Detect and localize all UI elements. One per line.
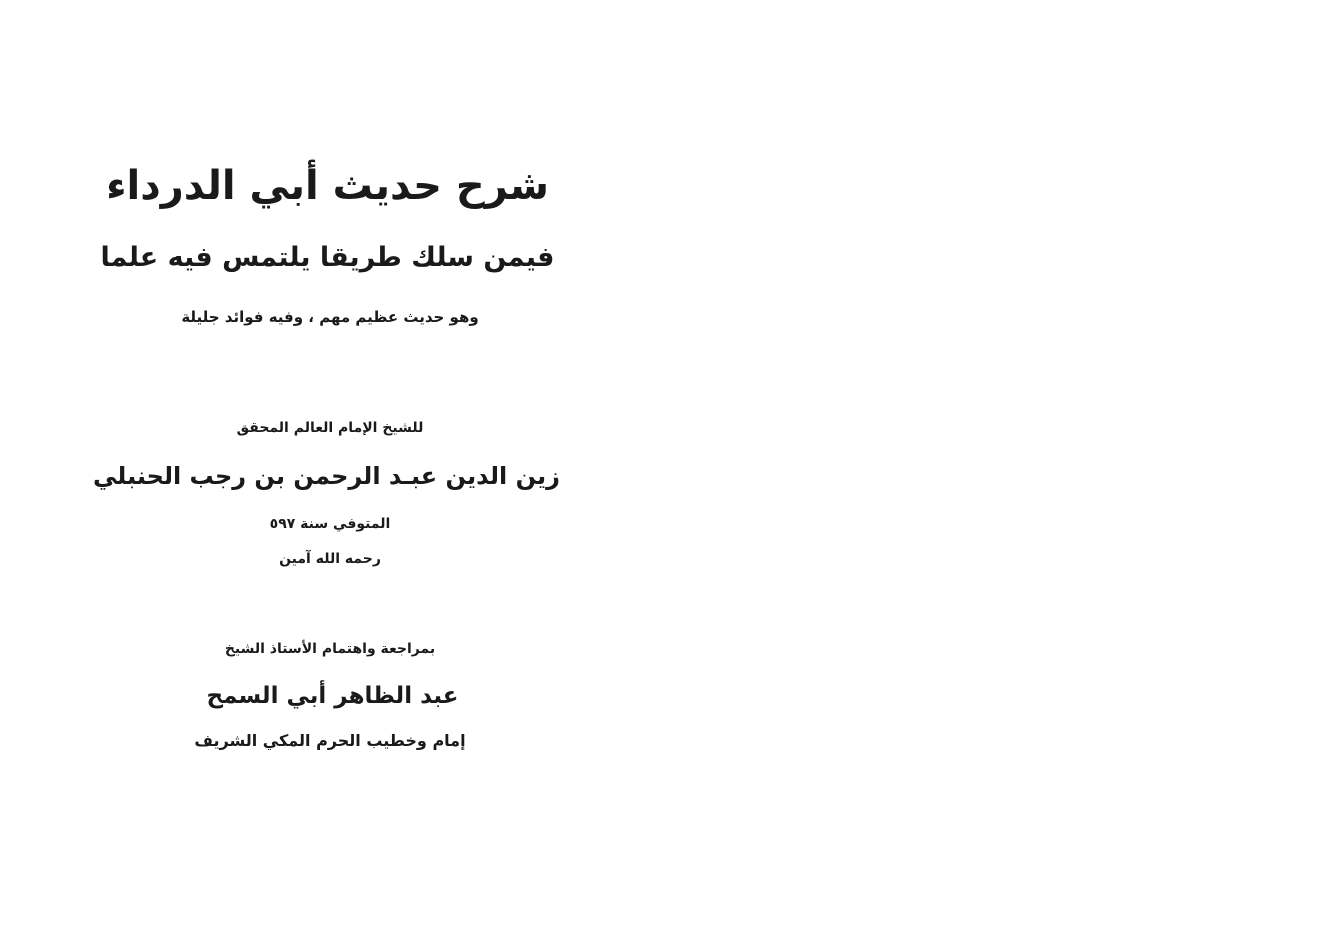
book-description: وهو حديث عظيم مهم ، وفيه فوائد جليلة: [181, 308, 479, 326]
reviewer-title: إمام وخطيب الحرم المكي الشريف: [194, 731, 466, 750]
author-death-year: المتوفي سنة ٥٩٧: [269, 516, 391, 532]
author-prayer: رحمه الله آمين: [279, 551, 381, 567]
author-intro: للشيخ الإمام العالم المحقق: [236, 420, 424, 436]
reviewer-name: عبد الظاهر أبي السمح: [206, 683, 459, 709]
book-subtitle: فيمن سلك طريقا يلتمس فيه علما: [100, 242, 555, 273]
book-title: شرح حديث أبي الدرداء: [106, 163, 549, 209]
review-intro: بمراجعة واهتمام الأستاذ الشيخ: [224, 641, 436, 657]
author-name: زين الدين عبـد الرحمن بن رجب الحنبلي: [92, 462, 560, 490]
